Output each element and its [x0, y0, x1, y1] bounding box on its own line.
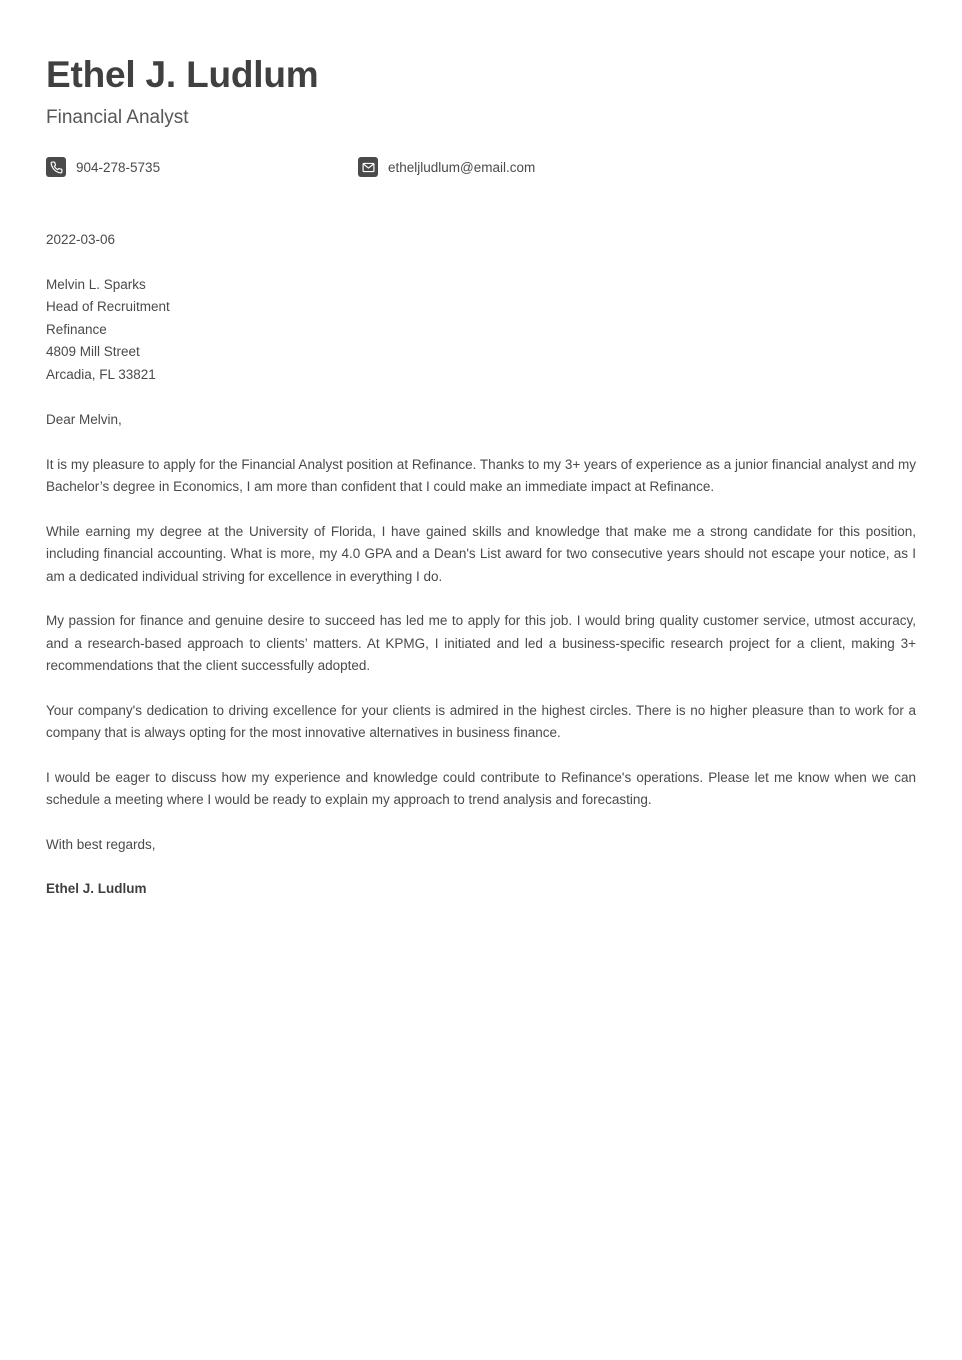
recipient-role: Head of Recruitment: [46, 299, 170, 315]
recipient-company: Refinance: [46, 321, 107, 337]
recipient-city-state-zip: Arcadia, FL 33821: [46, 366, 156, 382]
body-paragraph-2: While earning my degree at the University of Florida, I have gained skills and knowledge that make me a strong candidate for this position, including financial accounting. What is more, my 4.0 GPA and a Dean's List award for two consecutive years should not escape your notice, as I am a dedicated individual striving for excellence in everything I do.: [46, 523, 916, 584]
contact-phone[interactable]: [46, 157, 358, 177]
recipient-address-block: [46, 274, 916, 387]
letter-date: 2022-03-06: [46, 232, 116, 248]
body-paragraph-4: Your company's dedication to driving excellence for your clients is admired in the highest circles. There is no higher pleasure than to work for a company that is always opting for the most innovative alternatives in business finance.: [46, 702, 916, 741]
contact-email[interactable]: [358, 157, 535, 177]
phone-icon: [46, 157, 66, 177]
letter-body: [46, 229, 916, 901]
letter-header: [46, 54, 916, 129]
body-paragraph-3: My passion for finance and genuine desire to succeed has led me to apply for this job. I would bring quality customer service, utmost accuracy, and a research-based approach to clients’ matters. At KPMG, I initiated and led a business-specific research project for a client, making 3+ recommendations that the client successfully adopted.: [46, 613, 916, 674]
recipient-street: 4809 Mill Street: [46, 344, 140, 360]
recipient-name: Melvin L. Sparks: [46, 276, 146, 292]
salutation: Dear Melvin,: [46, 412, 122, 428]
applicant-name: Ethel J. Ludlum: [46, 54, 319, 95]
closing-line: With best regards,: [46, 836, 156, 852]
applicant-job-title: Financial Analyst: [46, 106, 189, 128]
body-paragraph-1: It is my pleasure to apply for the Financial Analyst position at Refinance. Thanks to my 3+ years of experience as a junior financial analyst and my Bachelor’s degree in Economics, I am more than confident that I could make an immediate impact at Refinance.: [46, 456, 916, 495]
signature-name: Ethel J. Ludlum: [46, 881, 147, 897]
envelope-icon: [358, 157, 378, 177]
phone-number: 904-278-5735: [76, 159, 161, 175]
email-address: etheljludlum@email.com: [388, 159, 536, 175]
contact-row: [46, 157, 916, 177]
body-paragraph-5: I would be eager to discuss how my experience and knowledge could contribute to Refinance's operations. Please let me know when we can schedule a meeting where I would be ready to explain my approach to trend analysis and forecasting.: [46, 769, 916, 808]
